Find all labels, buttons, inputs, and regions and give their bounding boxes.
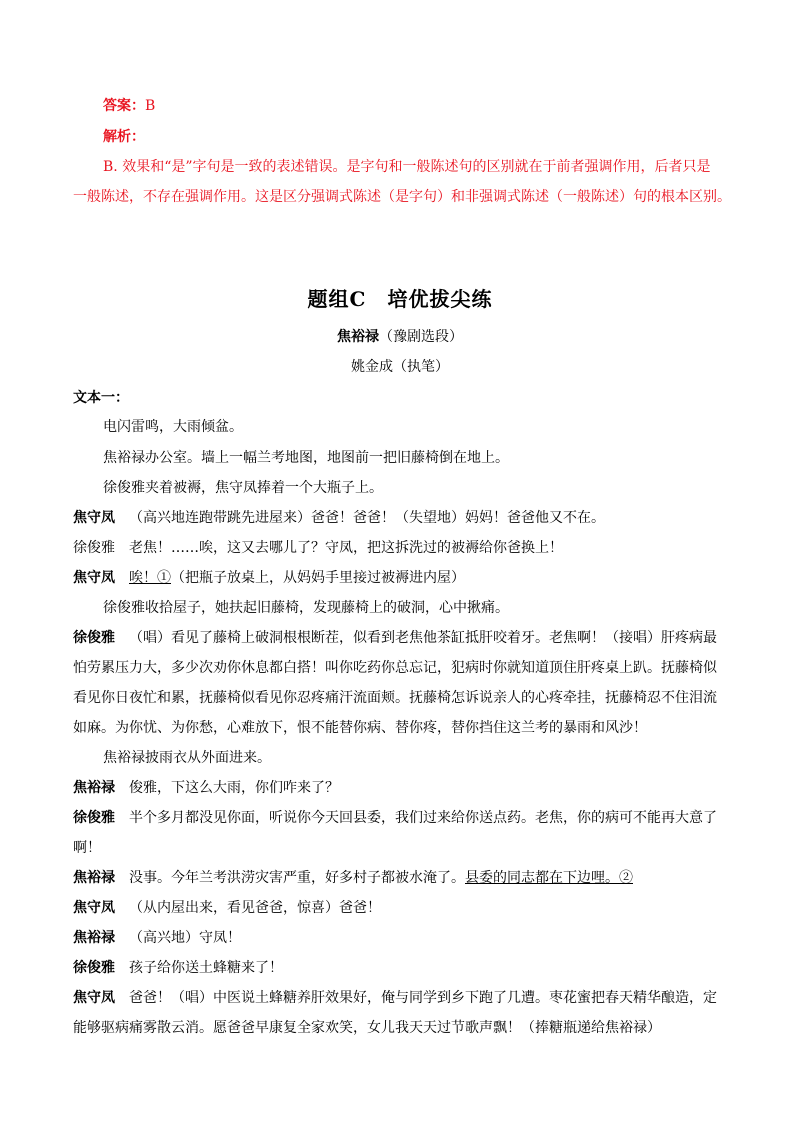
speaker: 焦守凤: [73, 570, 115, 586]
dialogue-line: [73, 508, 605, 528]
underlined-phrase: 县委的同志都在下边哩。②: [465, 870, 633, 886]
dialogue-continuation: 怕劳累压力大，多少次劝你休息都白搭！叫你吃药你总忘记，犯病时你就知道顶住肝疼桌上趴。抚藤椅似: [73, 660, 717, 676]
dialogue-text: 俊雅，下这么大雨，你们咋来了？: [129, 780, 339, 796]
answer-value: B: [145, 98, 156, 114]
section-title: 题组C 培优拔尖练: [307, 287, 493, 311]
speaker: 焦守凤: [73, 900, 115, 916]
speaker: 焦守凤: [73, 510, 115, 526]
dialogue-text: 没事。今年兰考洪涝灾害严重，好多村子都被水淹了。: [129, 870, 465, 886]
dialogue-line: [73, 568, 465, 588]
analysis-line-2: 一般陈述，不存在强调作用。这是区分强调式陈述（是字句）和非强调式陈述（一般陈述）句的根本区别。: [73, 189, 731, 205]
dialogue-text: （把瓶子放桌上，从妈妈手里接过被褥进内屋）: [171, 570, 465, 586]
dialogue-line: [73, 868, 633, 888]
speaker: 焦守凤: [73, 990, 115, 1006]
dialogue-line: [73, 538, 563, 558]
stage-direction-4: 徐俊雅收拾屋子，她扶起旧藤椅，发现藤椅上的破洞，心中揪痛。: [103, 600, 509, 616]
stage-direction-3: 徐俊雅夹着被褥，焦守凤捧着一个大瓶子上。: [103, 480, 383, 496]
speaker: 徐俊雅: [73, 960, 115, 976]
dialogue-text: 爸爸！（唱）中医说土蜂糖养肝效果好，俺与同学到乡下跑了几遭。枣花蜜把春天精华酿造，定: [129, 990, 717, 1006]
play-heading: [0, 327, 800, 347]
play-subtitle: （豫剧选段）: [379, 329, 463, 345]
underlined-phrase: 唉！①: [129, 570, 171, 586]
answer-label: 答案：: [103, 98, 145, 114]
answer-line: [103, 96, 155, 116]
dialogue-text: 孩子给你送土蜂糖来了！: [129, 960, 283, 976]
dialogue-text: 半个多月都没见你面，听说你今天回县委，我们过来给你送点药。老焦，你的病可不能再大意了: [129, 810, 717, 826]
dialogue-continuation: 能够驱病痛雾散云消。愿爸爸早康复全家欢笑，女儿我天天过节歌声飘！（捧糖瓶递给焦裕禄）: [73, 1020, 661, 1036]
dialogue-line: [73, 778, 339, 798]
dialogue-continuation: 看见你日夜忙和累，抚藤椅似看见你忍疼痛汗流面颊。抚藤椅怎诉说亲人的心疼牵挂，抚藤椅忍不住泪流: [73, 690, 717, 706]
speaker: 焦裕禄: [73, 870, 115, 886]
dialogue-continuation: 如麻。为你忧、为你愁，心难放下，恨不能替你病、替你疼，替你挡住这兰考的暴雨和风沙！: [73, 720, 647, 736]
speaker: 焦裕禄: [73, 930, 115, 946]
analysis-line-1: B. 效果和“是”字句是一致的表述错误。是字句和一般陈述句的区别就在于前者强调作用，后者只是: [103, 159, 711, 175]
speaker: 焦裕禄: [73, 780, 115, 796]
dialogue-text: （高兴地连跑带跳先进屋来）爸爸！爸爸！（失望地）妈妈！爸爸他又不在。: [129, 510, 605, 526]
dialogue-line: [73, 628, 717, 648]
stage-direction-2: 焦裕禄办公室。墙上一幅兰考地图，地图前一把旧藤椅倒在地上。: [103, 450, 509, 466]
speaker: 徐俊雅: [73, 540, 115, 556]
dialogue-text: 老焦！……唉，这又去哪儿了？守凤，把这拆洗过的被褥给你爸换上！: [129, 540, 563, 556]
dialogue-line: [73, 958, 283, 978]
speaker: 徐俊雅: [73, 630, 115, 646]
speaker: 徐俊雅: [73, 810, 115, 826]
dialogue-text: （唱）看见了藤椅上破洞根根断茬，似看到老焦他茶缸抵肝咬着牙。老焦啊！（接唱）肝疼病最: [129, 630, 717, 646]
dialogue-line: [73, 988, 717, 1008]
dialogue-continuation: 啊！: [73, 840, 101, 856]
text-label: 文本一：: [73, 390, 129, 406]
play-title: 焦裕禄: [337, 329, 379, 345]
dialogue-text: （高兴地）守凤！: [129, 930, 241, 946]
stage-direction-1: 电闪雷鸣，大雨倾盆。: [103, 419, 243, 435]
stage-direction-5: 焦裕禄披雨衣从外面进来。: [103, 750, 271, 766]
dialogue-line: [73, 898, 381, 918]
dialogue-line: [73, 928, 241, 948]
dialogue-text: （从内屋出来，看见爸爸，惊喜）爸爸！: [129, 900, 381, 916]
dialogue-line: [73, 808, 717, 828]
analysis-label: 解析：: [103, 129, 145, 145]
author: 姚金成（执笔）: [351, 359, 449, 375]
